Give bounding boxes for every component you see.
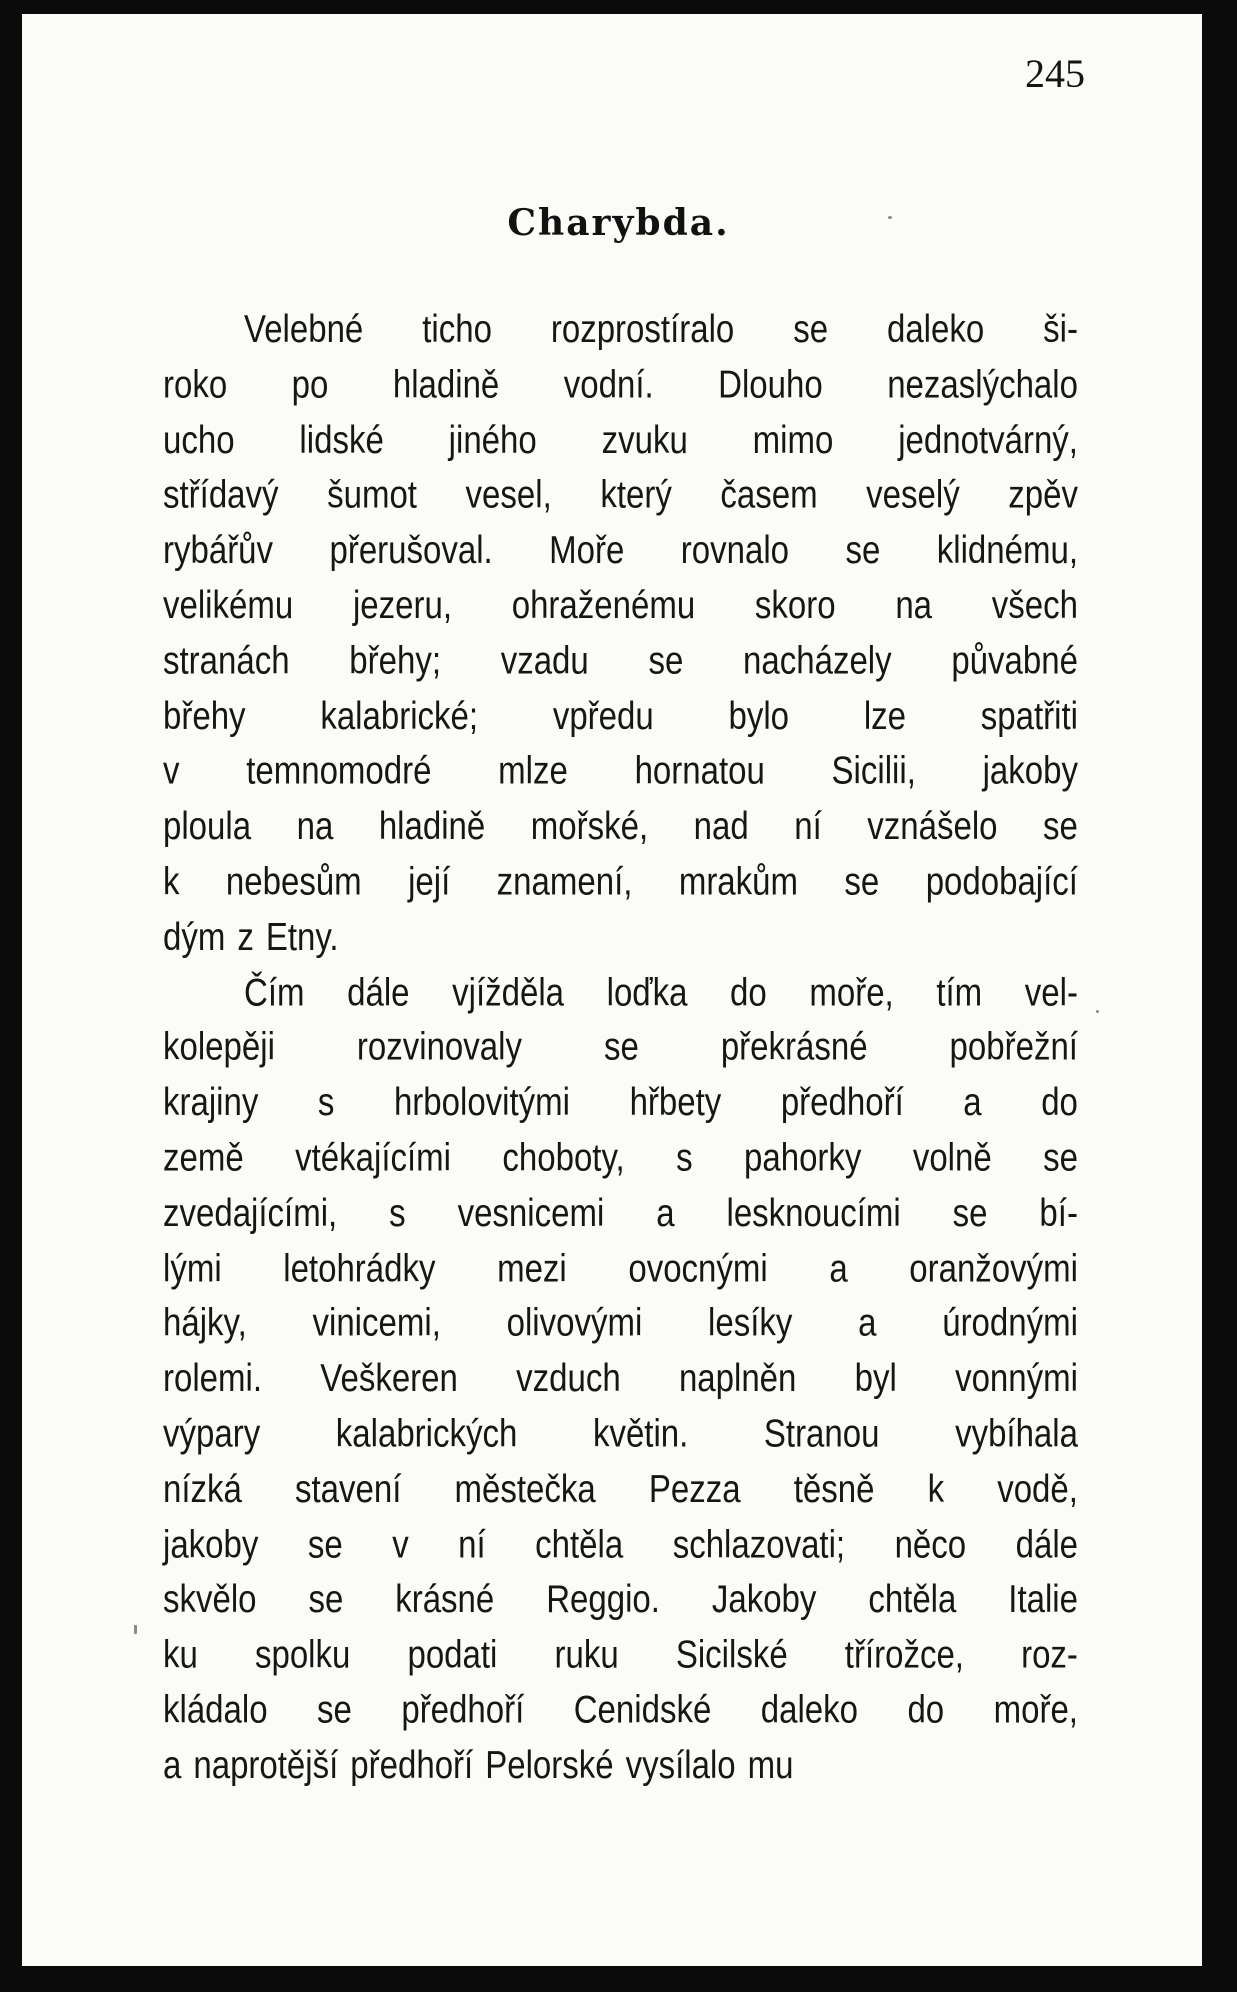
word: moře, [993,1687,1078,1731]
word: Italie [1008,1576,1078,1621]
word: dále [1015,1521,1078,1566]
text-line [163,633,1078,688]
word: chtěla [868,1576,957,1621]
word: byl [854,1355,897,1400]
word: krajiny [163,1079,259,1124]
text-line [163,854,1078,909]
word: kolepěji [163,1024,275,1069]
text-line [163,744,1078,799]
word: hřbety [629,1079,722,1124]
word: Reggio. [546,1576,660,1621]
word: klidnému, [936,527,1078,572]
word: lesíky [708,1300,793,1345]
word: Sicilii, [831,748,916,793]
text-line [163,1517,1078,1572]
word: ši- [1043,306,1078,351]
word: městečka [454,1466,596,1511]
word: moře, [809,969,894,1014]
word: vel- [1024,969,1078,1014]
word: tím [936,969,983,1014]
word: kalabrických [335,1411,518,1455]
word: Veškeren [320,1355,458,1400]
word: po [291,361,329,406]
word: olivovými [506,1300,643,1345]
text-line [163,909,1078,964]
word: Pezza [648,1466,741,1511]
text-line [163,1406,1078,1461]
word: vinicemi, [312,1300,441,1345]
paper-speck [1096,1010,1099,1013]
word: pobřežní [949,1024,1078,1069]
word: zvuku [601,417,688,461]
word: a [829,1245,848,1290]
word: rolemi. [163,1355,263,1400]
word: ku [163,1632,198,1676]
word: ucho [163,417,235,461]
word: lými [163,1245,222,1290]
word: břehy [163,693,246,737]
chapter-title: Charybda. [507,202,730,244]
word: choboty, [502,1135,625,1179]
text-line [163,523,1078,578]
word: velikému [163,582,294,627]
word: ní [458,1521,486,1566]
word: úrodnými [942,1300,1078,1345]
body-text [163,302,1078,1793]
word: vonnými [955,1355,1078,1400]
text-line [163,1241,1078,1296]
text-line [163,1020,1078,1075]
text-line [163,1683,1078,1738]
word: hájky, [163,1300,247,1345]
word: bylo [728,693,790,737]
word: se [844,858,880,903]
text-line [163,1186,1078,1241]
word: ticho [422,306,492,351]
word: loďka [606,969,688,1014]
word: Cenidské [573,1687,712,1731]
word: předhoří [780,1079,904,1124]
word: do [730,969,767,1014]
word: mořské, [530,803,649,848]
word: časem [720,472,818,517]
word: stavení [295,1466,402,1511]
word: dále [347,969,410,1014]
word: mezi [497,1245,567,1290]
word: třírožce, [844,1632,964,1676]
paper-speck [888,216,892,219]
text-line [163,965,1078,1020]
word: vybíhala [955,1411,1078,1455]
word: krásné [395,1576,495,1621]
word: předhoří [350,1742,474,1787]
word: hrbolovitými [393,1079,571,1124]
word: nad [693,803,749,848]
word: pahorky [744,1135,862,1179]
word: Dlouho [718,361,823,406]
word: nezaslýchalo [887,361,1078,406]
word: Moře [549,527,625,572]
word: podobající [925,858,1078,903]
text-line [163,1130,1078,1185]
text-line [163,578,1078,633]
text-line [163,1296,1078,1351]
word: lidské [299,417,384,461]
word: břehy; [349,638,441,682]
word: vtékajícími [295,1135,451,1179]
word: schlazovati; [672,1521,846,1566]
word: a [858,1300,877,1345]
word: země [163,1135,244,1179]
word: na [296,803,334,848]
paper-speck [134,1625,137,1634]
word: jiného [448,417,537,461]
word: dým [163,914,226,958]
word: nebesům [225,858,362,903]
word: jednotvárný, [898,417,1078,461]
word: vzadu [500,638,589,682]
word: nízká [163,1466,242,1511]
text-line [163,468,1078,523]
text-line [163,1627,1078,1682]
word: volně [912,1135,992,1179]
word: se [952,1190,988,1234]
word: hornatou [634,748,765,793]
word: vesnicemi [457,1190,605,1234]
word: se [1043,1135,1078,1179]
word: naplněn [678,1355,797,1400]
word: se [648,638,684,682]
word: vodě, [997,1466,1078,1511]
word: chtěla [535,1521,624,1566]
word: jakoby [163,1521,259,1566]
word: se [317,1687,352,1731]
word: vesel, [465,472,552,517]
word: kládalo [163,1687,268,1731]
word: s [389,1190,406,1234]
word: se [307,1521,343,1566]
text-line [163,357,1078,412]
word: vznášelo [867,803,998,848]
word: skvělo [163,1576,257,1621]
text-line [163,799,1078,854]
word: mrakům [678,858,799,903]
word: do [1041,1079,1078,1124]
word: kalabrické; [320,693,479,737]
word: vysílalo [625,1742,736,1787]
word: a [163,1742,182,1787]
word: do [907,1687,945,1731]
word: se [1043,803,1078,848]
word: Čím [244,969,305,1014]
word: ohraženému [511,582,696,627]
text-line [163,412,1078,467]
word: vodní. [563,361,654,406]
word: ovocnými [628,1245,768,1290]
word: vpředu [552,693,654,737]
word: výpary [163,1411,261,1455]
word: střídavý [163,472,279,517]
text-line [163,1572,1078,1627]
word: nacházely [743,638,892,682]
word: oranžovými [909,1245,1078,1290]
text-line [163,302,1078,357]
word: něco [894,1521,967,1566]
word: zvedajícími, [163,1190,338,1234]
word: letohrádky [283,1245,436,1290]
word: těsně [793,1466,875,1511]
word: roz- [1021,1632,1078,1676]
word: temnomodré [246,748,432,793]
word: znamení, [496,858,633,903]
word: Stranou [763,1411,880,1455]
word: její [408,858,451,903]
word: vzduch [516,1355,621,1400]
word: Velebné [244,306,364,351]
word: mlze [498,748,568,793]
word: předhoří [401,1687,525,1731]
word: Etny. [265,914,339,958]
word: na [895,582,933,627]
word: bí- [1039,1190,1078,1234]
word: rovnalo [680,527,790,572]
text-line [163,1075,1078,1130]
word: veselý [866,472,960,517]
word: roko [163,361,228,406]
word: Sicilské [675,1632,788,1676]
text-line [163,1351,1078,1406]
word: daleko [886,306,985,351]
text-line [163,1738,1078,1793]
word: z [237,914,254,958]
word: přerušoval. [329,527,493,572]
word: ruku [554,1632,619,1676]
word: mimo [752,417,834,461]
word: rozprostíralo [550,306,735,351]
word: jezeru, [352,582,452,627]
word: všech [991,582,1078,627]
word: zpěv [1008,472,1078,517]
word: se [845,527,881,572]
word: v [163,748,180,793]
word: šumot [327,472,417,517]
word: ní [794,803,822,848]
word: daleko [760,1687,858,1731]
text-line [163,689,1078,744]
word: mu [747,1742,794,1787]
page-number: 245 [1025,51,1085,96]
word: Jakoby [711,1576,817,1621]
word: spatřiti [980,693,1078,737]
word: se [308,1576,344,1621]
word: hladině [378,803,486,848]
word: skoro [754,582,836,627]
word: rybářův [163,527,274,572]
word: rozvinovaly [356,1024,522,1069]
word: s [317,1079,335,1124]
word: naprotější [193,1742,339,1787]
word: ploula [163,803,252,848]
word: překrásné [720,1024,868,1069]
word: lesknoucími [726,1190,901,1234]
word: s [676,1135,693,1179]
text-line [163,1462,1078,1517]
word: Pelorské [485,1742,614,1787]
word: lze [863,693,906,737]
word: se [603,1024,639,1069]
word: hladině [392,361,500,406]
word: podati [407,1632,498,1676]
word: který [600,472,672,517]
word: spolku [254,1632,351,1676]
word: stranách [163,638,290,682]
word: a [656,1190,675,1234]
word: k [927,1466,945,1511]
word: vjížděla [452,969,564,1014]
word: půvabné [951,638,1078,682]
word: jakoby [982,748,1078,793]
word: v [392,1521,409,1566]
word: květin. [592,1411,689,1455]
word: a [963,1079,982,1124]
word: se [793,306,829,351]
word: k [163,858,180,903]
